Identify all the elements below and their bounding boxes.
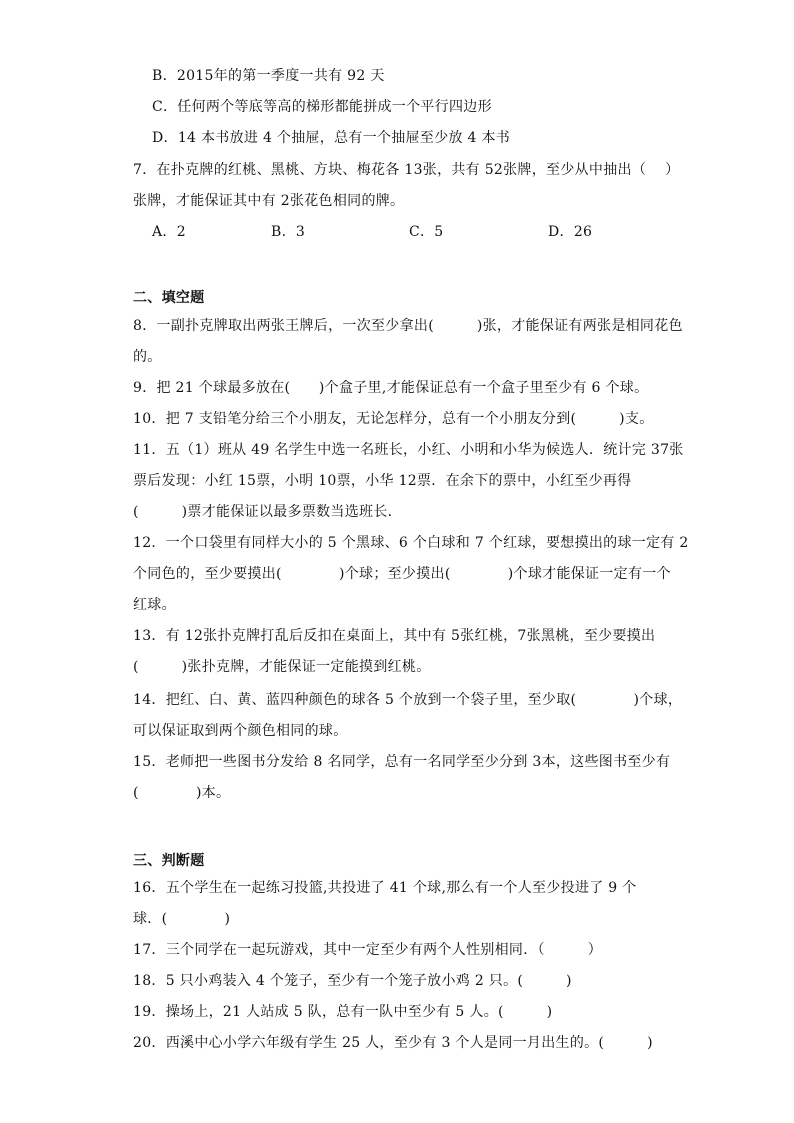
question-7-line-2: 张牌，才能保证其中有 2张花色相同的牌。: [133, 193, 405, 209]
fill-blank-line: ( )票才能保证以最多票数当选班长．: [133, 504, 402, 520]
q7-choice-b: B．3: [271, 224, 306, 240]
fill-blank-line: 个同色的，至少要摸出( )个球；至少摸出( )个球才能保证一定有一个: [133, 566, 671, 582]
fill-blank-line: 11．五（1）班从 49 名学生中选一名班长，小红、小明和小华为候选人．统计完 37张: [133, 442, 684, 458]
true-false-line: 球．( ): [133, 911, 231, 927]
fill-blank-line: 红球。: [133, 597, 176, 613]
section-heading-true-false: 三、判断题: [133, 853, 205, 869]
fill-blank-line: 10．把 7 支铅笔分给三个小朋友，无论怎样分，总有一个小朋友分到( )支。: [133, 411, 654, 427]
q7-choice-a: A．2: [152, 224, 186, 240]
q6-option-c: C．任何两个等底等高的梯形都能拼成一个平行四边形: [152, 99, 492, 115]
question-7-choices: [152, 222, 652, 242]
fill-blank-line: 9．把 21 个球最多放在( )个盒子里,才能保证总有一个盒子里至少有 6 个球。: [133, 380, 649, 396]
fill-blank-line: 13．有 12张扑克牌打乱后反扣在桌面上，其中有 5张红桃，7张黑桃，至少要摸出: [133, 628, 656, 644]
q7-choice-c: C．5: [409, 224, 444, 240]
true-false-line: 18．5 只小鸡装入 4 个笼子，至少有一个笼子放小鸡 2 只。( ): [133, 973, 572, 989]
q7-choice-d: D．26: [548, 224, 593, 240]
fill-blank-line: ( )张扑克牌，才能保证一定能摸到红桃。: [133, 659, 431, 675]
true-false-line: 20．西溪中心小学六年级有学生 25 人，至少有 3 个人是同一月出生的。( ): [133, 1035, 653, 1051]
fill-blank-line: 15．老师把一些图书分发给 8 名同学，总有一名同学至少分到 3本，这些图书至少有: [133, 754, 671, 770]
fill-blank-line: 12．一个口袋里有同样大小的 5 个黑球、6 个白球和 7 个红球，要想摸出的球一定有 2: [133, 535, 689, 551]
q6-option-d: D．14 本书放进 4 个抽屉，总有一个抽屉至少放 4 本书: [152, 130, 511, 146]
fill-blank-line: 8．一副扑克牌取出两张王牌后，一次至少拿出( )张，才能保证有两张是相同花色: [133, 318, 683, 334]
fill-blank-line: 票后发现：小红 15票，小明 10票，小华 12票．在余下的票中，小红至少再得: [133, 473, 632, 489]
question-7-line-1: 7．在扑克牌的红桃、黑桃、方块、梅花各 13张，共有 52张牌，至少从中抽出（ ）: [133, 162, 680, 178]
true-false-line: 19．操场上，21 人站成 5 队，总有一队中至少有 5 人。( ): [133, 1004, 553, 1020]
fill-blank-line: 可以保证取到两个颜色相同的球。: [133, 723, 348, 739]
section-heading-fill-blank: 二、填空题: [133, 290, 205, 306]
fill-blank-line: 14．把红、白、黄、蓝四种颜色的球各 5 个放到一个袋子里，至少取( )个球，: [133, 692, 683, 708]
true-false-line: 16．五个学生在一起练习投篮,共投进了 41 个球,那么有一个人至少投进了 9 个: [133, 880, 637, 896]
fill-blank-line: 的。: [133, 349, 162, 365]
true-false-line: 17．三个同学在一起玩游戏，其中一定至少有两个人性别相同．（ ）: [133, 942, 603, 958]
fill-blank-line: ( )本。: [133, 785, 231, 801]
q6-option-b: B．2015年的第一季度一共有 92 天: [152, 68, 385, 84]
